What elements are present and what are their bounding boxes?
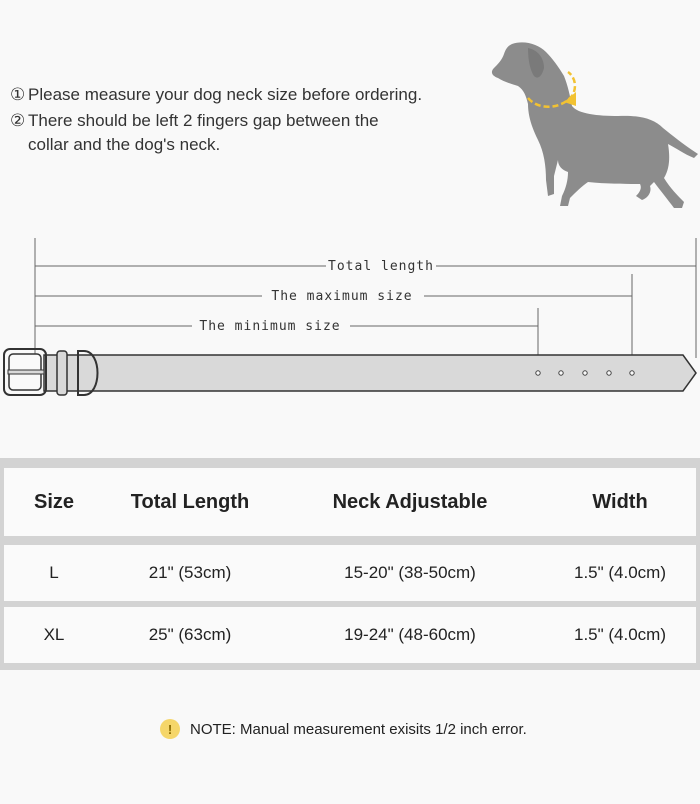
instructions [10,83,490,157]
note-text: NOTE: Manual measurement exisits 1/2 inch error. [190,720,527,738]
instruction-number: ② [10,111,26,130]
header-size: Size [33,490,75,513]
collar-hole [559,371,563,375]
table-row [4,607,696,663]
table-row [4,545,696,601]
dog-silhouette [492,42,698,208]
header-neck-adjustable: Neck Adjustable [332,490,488,513]
collar-hole [583,371,587,375]
collar-keeper [57,351,67,395]
max-size-label: The maximum size [271,289,413,304]
buckle-prong [8,370,44,374]
cell-neck-adjustable: 19-24" (48-60cm) [344,625,476,644]
total-length-label: Total length [328,259,434,274]
header-width: Width [592,490,648,513]
table-header-row [4,468,696,536]
cell-width: 1.5" (4.0cm) [573,625,666,644]
header-total-length: Total Length [130,490,250,513]
cell-total-length: 25" (63cm) [148,625,232,644]
collar-hole [536,371,540,375]
size-table [0,458,700,670]
collar-hole [630,371,634,375]
collar-size-diagram [0,230,700,405]
collar-hole [607,371,611,375]
cell-neck-adjustable: 15-20" (38-50cm) [344,563,476,582]
collar-strap [44,355,696,391]
instruction-text: There should be left 2 fingers gap between the [28,111,379,130]
warning-icon: ! [160,719,180,739]
instruction-1 [10,83,490,107]
instruction-text-continued: collar and the dog's neck. [28,135,221,154]
cell-total-length: 21" (53cm) [148,563,232,582]
cell-width: 1.5" (4.0cm) [573,563,666,582]
instruction-2 [10,109,490,157]
cell-size: XL [43,625,65,644]
cell-size: L [49,563,59,582]
note [160,718,527,740]
min-size-label: The minimum size [199,319,341,334]
instruction-number: ① [10,85,26,104]
dog-illustration [488,36,700,212]
instruction-text: Please measure your dog neck size before ordering. [28,85,423,104]
